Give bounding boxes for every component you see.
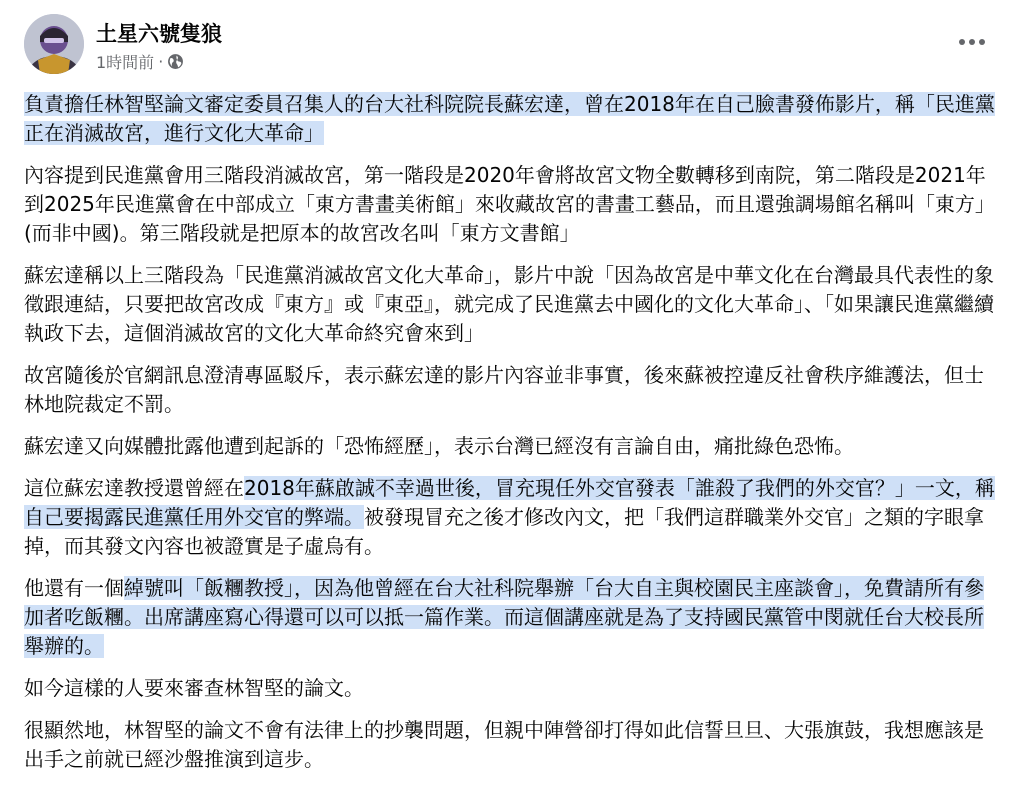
paragraph-text: 如今這樣的人要來審查林智堅的論文。 — [24, 676, 364, 700]
post-meta — [96, 50, 184, 72]
paragraph-text: 故宮隨後於官網訊息澄清專區駁斥，表示蘇宏達的影片內容並非事實，後來蘇被控違反社會秩序維護法，但士林地院裁定不罰。 — [24, 363, 984, 416]
post-paragraph — [24, 432, 1000, 461]
post-paragraph — [24, 716, 1000, 774]
meta-separator: · — [158, 51, 164, 71]
post-paragraph — [24, 161, 1000, 248]
paragraph-text: 這位蘇宏達教授還曾經在 — [24, 476, 244, 500]
paragraph-text: 蘇宏達稱以上三階段為「民進黨消滅故宮文化大革命」，影片中說「因為故宮是中華文化在台灣最具代表性的象徵跟連結，只要把故宮改成『東方』或『東亞』，就完成了民進黨去中國化的文化大革命」、「如果讓民進黨繼續執政下去，這個消滅故宮的文化大革命終究會來到」 — [24, 263, 994, 345]
highlighted-text: 負責擔任林智堅論文審定委員召集人的台大社科院院長蘇宏達，曾在2018年在自己臉書發佈影片，稱「民進黨正在消滅故宮，進行文化大革命」 — [24, 92, 995, 145]
highlighted-text: 2018年蘇啟誠不幸過世後，冒充現任外交官發表「誰殺了我們的外交官？」一文，稱自己要揭露民進黨任用外交官的弊端。 — [24, 476, 995, 529]
post-time[interactable]: 1時間前 — [96, 52, 155, 72]
more-dots-icon — [969, 39, 975, 45]
post-paragraph — [24, 474, 1000, 561]
post-header — [24, 14, 1000, 78]
paragraph-text: 很顯然地，林智堅的論文不會有法律上的抄襲問題，但親中陣營卻打得如此信誓旦旦、大張旗鼓，我想應該是出手之前就已經沙盤推演到這步。 — [24, 718, 984, 771]
paragraph-text: 被發現冒充之後才修改內文，把「我們這群職業外交官」之類的字眼拿掉，而其發文內容也被證實是子虛烏有。 — [24, 505, 984, 558]
globe-icon[interactable] — [167, 53, 184, 70]
more-dots-icon — [959, 39, 965, 45]
author-name[interactable]: 土星六號隻狼 — [96, 22, 222, 46]
more-dots-icon — [979, 39, 985, 45]
post-paragraph — [24, 574, 1000, 661]
paragraph-text: 他還有一個 — [24, 576, 124, 600]
post-body — [24, 90, 1000, 787]
avatar[interactable] — [24, 14, 84, 74]
paragraph-text: 蘇宏達又向媒體批露他遭到起訴的「恐怖經歷」，表示台灣已經沒有言論自由，痛批綠色恐怖。 — [24, 434, 854, 458]
post-paragraph — [24, 361, 1000, 419]
highlighted-text: 綽號叫「飯糰教授」，因為他曾經在台大社科院舉辦「台大自主與校園民主座談會」，免費請所有參加者吃飯糰。出席講座寫心得還可以可以抵一篇作業。而這個講座就是為了支持國民黨管中閔就任台大校長所舉辦的。 — [24, 576, 984, 658]
post-paragraph — [24, 90, 1000, 148]
more-options-button[interactable] — [954, 28, 990, 56]
paragraph-text: 內容提到民進黨會用三階段消滅故宮，第一階段是2020年會將故宮文物全數轉移到南院，第二階段是2021年到2025年民進黨會在中部成立「東方書畫美術館」來收藏故宮的書畫工藝品，而且還強調場館名稱叫「東方」(而非中國)。第三階段就是把原本的故宮改名叫「東方文書館」 — [24, 163, 995, 245]
post-paragraph — [24, 674, 1000, 703]
post-paragraph — [24, 261, 1000, 348]
avatar-image — [24, 14, 84, 74]
